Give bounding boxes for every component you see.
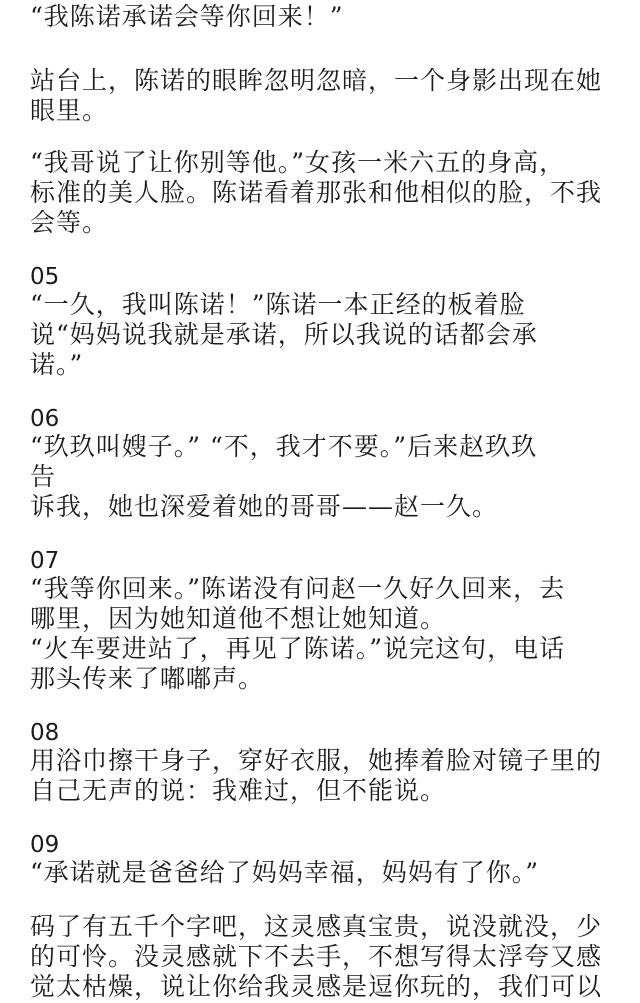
section-number: 09 — [30, 832, 60, 858]
text-line: 自己无声的说：我难过，但不能说。 — [30, 776, 447, 805]
text-line: 那头传来了嘟嘟声。 — [30, 664, 265, 693]
text-line: “我哥说了让你别等他。”女孩一米六五的身高， — [30, 148, 566, 177]
text-line: 用浴巾擦干身子，穿好衣服，她捧着脸对镜子里的 — [30, 746, 603, 775]
section-number: 07 — [30, 548, 60, 574]
text-line: “火车要进站了，再见了陈诺。”说完这句，电话 — [30, 634, 566, 663]
text-line: 诺。” — [30, 350, 84, 379]
text-line: 哪里，因为她知道他不想让她知道。 — [30, 604, 447, 633]
text-line: 告 — [30, 462, 57, 491]
text-line: 诉我，她也深爱着她的哥哥——赵一久。 — [30, 492, 499, 521]
text-line: 眼里。 — [30, 96, 109, 125]
text-line: 说“妈妈说我就是承诺，所以我说的话都会承 — [30, 320, 538, 349]
text-line: 的可怜。没灵感就下不去手，不想写得太浮夸又感 — [30, 942, 603, 971]
section-number: 08 — [30, 720, 60, 746]
text-line: “玖玖叫嫂子。” “不，我才不要。”后来赵玖玖 — [30, 432, 538, 461]
section-number: 06 — [30, 406, 60, 432]
text-line: “我陈诺承诺会等你回来！” — [30, 2, 344, 31]
text-line: 标准的美人脸。陈诺看着那张和他相似的脸，不我 — [30, 178, 603, 207]
text-line: 码了有五千个字吧，这灵感真宝贵，说没就没，少 — [30, 912, 603, 941]
section-number: 05 — [30, 264, 60, 290]
text-line: 站台上，陈诺的眼眸忽明忽暗，一个身影出现在她 — [30, 66, 603, 95]
text-line: 会等。 — [30, 208, 109, 237]
text-line: “承诺就是爸爸给了妈妈幸福，妈妈有了你。” — [30, 858, 540, 887]
text-line: “一久，我叫陈诺！”陈诺一本正经的板着脸 — [30, 290, 526, 319]
text-line: “我等你回来。”陈诺没有问赵一久好久回来，去 — [30, 574, 566, 603]
text-line: 觉太枯燥，说让你给我灵感是逗你玩的，我们可以 — [30, 972, 603, 1001]
